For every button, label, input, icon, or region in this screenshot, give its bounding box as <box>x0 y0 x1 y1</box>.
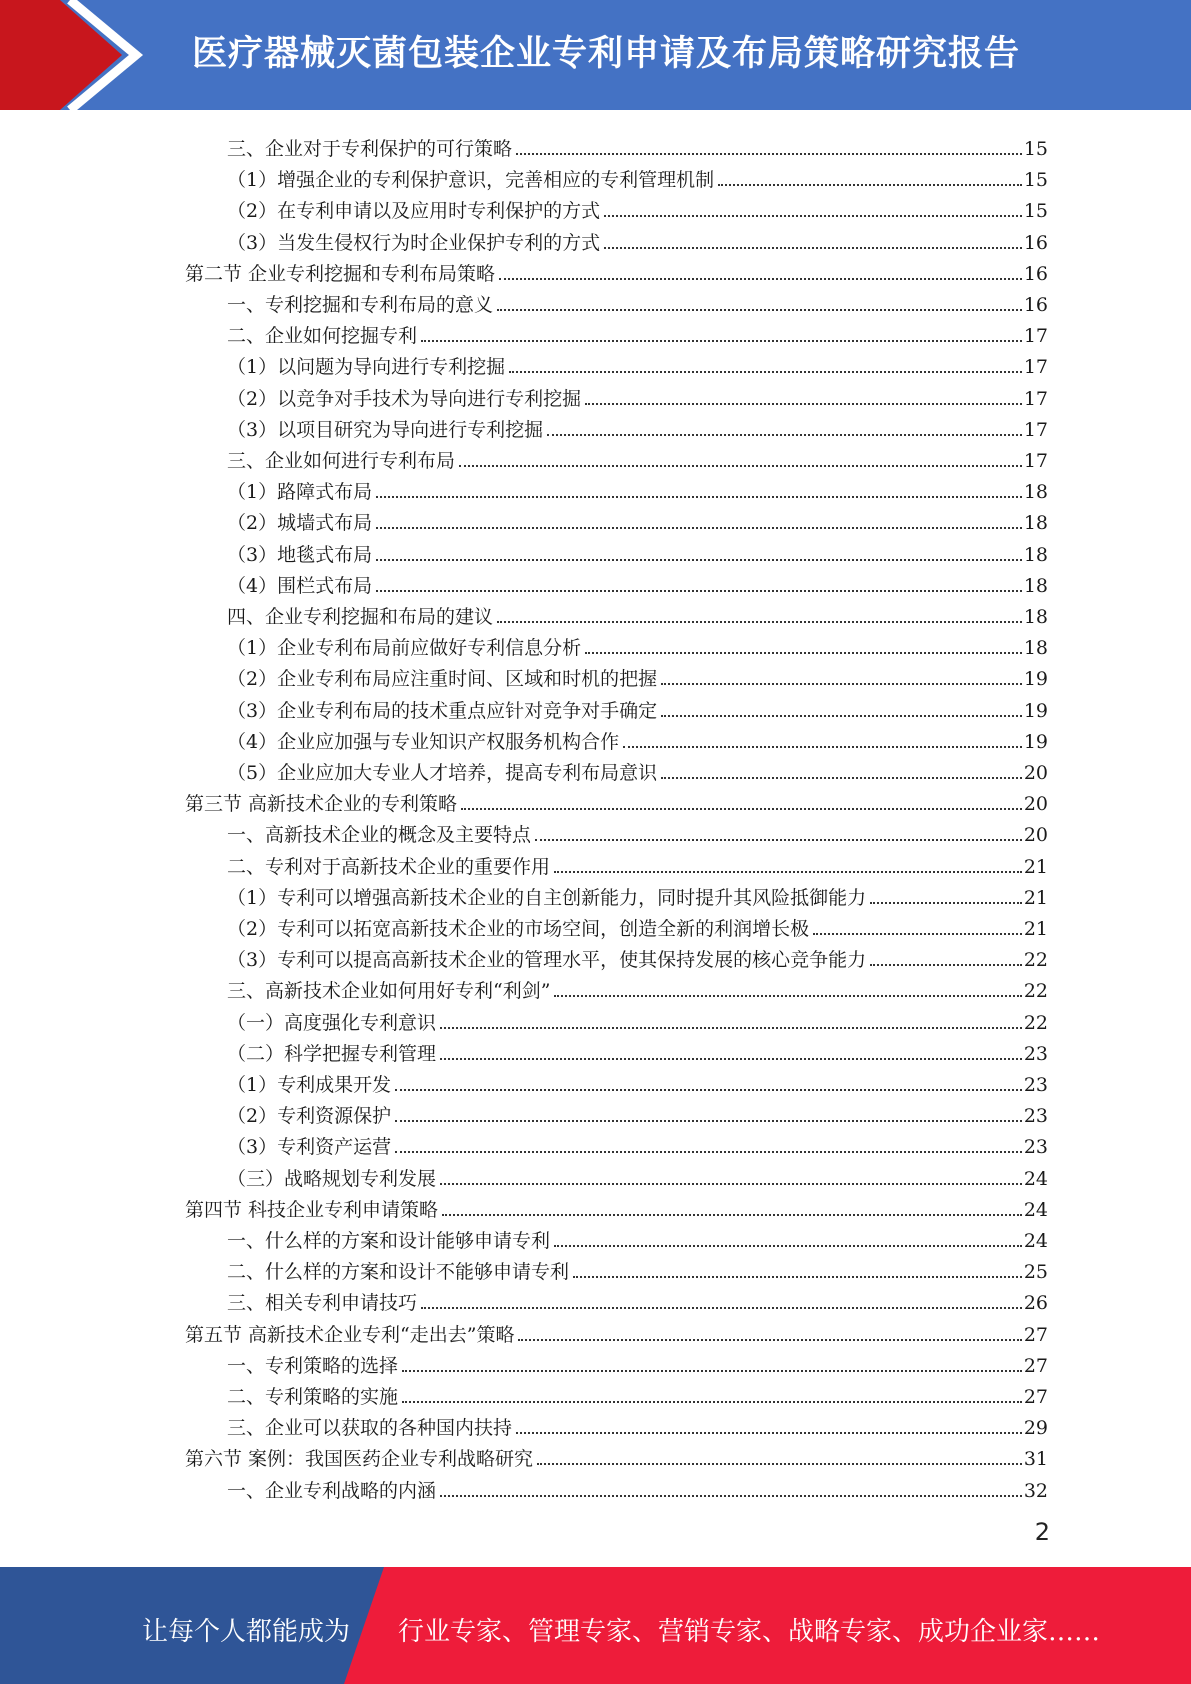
toc-dot-leader <box>518 1338 1021 1341</box>
toc-entry-page: 23 <box>1023 1105 1048 1127</box>
toc-entry-title: 二、专利对于高新技术企业的重要作用 <box>227 856 551 878</box>
page-header <box>0 0 1191 110</box>
footer-slogan-left: 让每个人都能成为 <box>142 1617 351 1647</box>
toc-entry-title: 三、相关专利申请技巧 <box>227 1292 418 1314</box>
toc-entry-page: 32 <box>1023 1480 1048 1502</box>
toc-entry[interactable] <box>227 597 1048 628</box>
toc-entry-page: 24 <box>1023 1168 1048 1190</box>
toc-entry[interactable] <box>227 659 1048 690</box>
toc-entry-page: 31 <box>1023 1448 1048 1470</box>
toc-entry[interactable] <box>185 784 1048 815</box>
toc-entry-title: （三）战略规划专利发展 <box>227 1168 437 1190</box>
toc-entry[interactable] <box>227 1252 1048 1283</box>
toc-dot-leader <box>535 838 1022 841</box>
toc-dot-leader <box>604 214 1022 217</box>
toc-entry[interactable] <box>227 878 1048 909</box>
toc-entry-page: 16 <box>1023 294 1048 316</box>
toc-entry-title: （2）城墙式布局 <box>227 512 373 534</box>
toc-entry-title: （一）高度强化专利意识 <box>227 1012 437 1034</box>
toc-entry-title: （2）专利资源保护 <box>227 1105 392 1127</box>
toc-dot-leader <box>554 1244 1022 1247</box>
toc-entry-title: （1）专利可以增强高新技术企业的自主创新能力，同时提升其风险抵御能力 <box>227 887 867 909</box>
toc-entry-title: 二、专利策略的实施 <box>227 1386 399 1408</box>
toc-entry-title: 一、专利策略的选择 <box>227 1355 399 1377</box>
toc-entry-title: 二、企业如何挖掘专利 <box>227 325 418 347</box>
toc-dot-leader <box>537 1462 1022 1465</box>
toc-entry-title: 第四节 科技企业专利申请策略 <box>185 1199 439 1221</box>
toc-entry-page: 19 <box>1023 700 1048 722</box>
toc-entry-title: （3）专利可以提高高新技术企业的管理水平，使其保持发展的核心竞争能力 <box>227 949 867 971</box>
toc-entry-title: （3）地毯式布局 <box>227 544 373 566</box>
toc-dot-leader <box>440 1026 1022 1029</box>
toc-entry-title: 第六节 案例：我国医药企业专利战略研究 <box>185 1448 534 1470</box>
toc-entry-page: 18 <box>1023 481 1048 503</box>
toc-dot-leader <box>402 1369 1022 1372</box>
toc-entry-page: 20 <box>1023 824 1048 846</box>
toc-entry-page: 21 <box>1023 918 1048 940</box>
toc-entry-title: （2）在专利申请以及应用时专利保护的方式 <box>227 200 601 222</box>
toc-entry-page: 15 <box>1023 138 1048 160</box>
toc-dot-leader <box>870 901 1022 904</box>
toc-entry-page: 18 <box>1023 575 1048 597</box>
toc-dot-leader <box>421 1306 1022 1309</box>
toc-dot-leader <box>661 714 1022 717</box>
toc-entry-title: （4）企业应加强与专业知识产权服务机构合作 <box>227 731 620 753</box>
toc-entry[interactable] <box>227 441 1048 472</box>
toc-dot-leader <box>376 558 1022 561</box>
toc-entry[interactable] <box>227 410 1048 441</box>
toc-dot-leader <box>516 1431 1022 1434</box>
toc-entry[interactable] <box>227 1471 1048 1502</box>
toc-entry-page: 23 <box>1023 1043 1048 1065</box>
header-arrow-decoration <box>0 0 150 110</box>
toc-entry-title: 一、什么样的方案和设计能够申请专利 <box>227 1230 551 1252</box>
toc-dot-leader <box>573 1275 1022 1278</box>
report-title: 医疗器械灭菌包装企业专利申请及布局策略研究报告 <box>192 34 1021 74</box>
toc-entry[interactable] <box>227 191 1048 222</box>
toc-entry[interactable] <box>185 254 1048 285</box>
toc-entry-title: 四、企业专利挖掘和布局的建议 <box>227 606 494 628</box>
toc-dot-leader <box>661 776 1022 779</box>
toc-entry-title: （3）当发生侵权行为时企业保护专利的方式 <box>227 232 601 254</box>
toc-entry[interactable] <box>185 1439 1048 1470</box>
toc-dot-leader <box>497 620 1022 623</box>
toc-entry-page: 18 <box>1023 637 1048 659</box>
toc-entry[interactable] <box>227 847 1048 878</box>
toc-entry[interactable] <box>227 1065 1048 1096</box>
toc-entry[interactable] <box>227 160 1048 191</box>
toc-entry-page: 27 <box>1023 1324 1048 1346</box>
toc-dot-leader <box>554 870 1022 873</box>
toc-dot-leader <box>376 526 1022 529</box>
toc-dot-leader <box>497 308 1022 311</box>
toc-entry-page: 17 <box>1023 356 1048 378</box>
toc-entry-title: （3）专利资产运营 <box>227 1136 392 1158</box>
toc-entry[interactable] <box>227 379 1048 410</box>
toc-entry-title: 一、高新技术企业的概念及主要特点 <box>227 824 532 846</box>
toc-entry[interactable] <box>185 1315 1048 1346</box>
toc-entry[interactable] <box>227 815 1048 846</box>
toc-entry-page: 15 <box>1023 169 1048 191</box>
toc-entry-page: 29 <box>1023 1417 1048 1439</box>
toc-entry[interactable] <box>227 909 1048 940</box>
toc-entry-title: 第二节 企业专利挖掘和专利布局策略 <box>185 263 496 285</box>
toc-dot-leader <box>623 745 1022 748</box>
toc-entry-title: 第五节 高新技术企业专利“走出去”策略 <box>185 1324 515 1346</box>
toc-dot-leader <box>718 183 1022 186</box>
toc-dot-leader <box>440 1057 1022 1060</box>
toc-entry[interactable] <box>227 753 1048 784</box>
toc-entry-page: 15 <box>1023 200 1048 222</box>
toc-entry[interactable] <box>227 722 1048 753</box>
toc-entry-title: （1）路障式布局 <box>227 481 373 503</box>
toc-dot-leader <box>499 277 1022 280</box>
toc-entry-page: 16 <box>1023 263 1048 285</box>
page-number: 2 <box>1034 1518 1050 1546</box>
toc-dot-leader <box>585 651 1022 654</box>
toc-entry-page: 24 <box>1023 1199 1048 1221</box>
toc-entry[interactable] <box>227 472 1048 503</box>
toc-entry-title: 二、什么样的方案和设计不能够申请专利 <box>227 1261 570 1283</box>
toc-entry-page: 26 <box>1023 1292 1048 1314</box>
toc-entry[interactable] <box>227 1283 1048 1314</box>
toc-entry-page: 17 <box>1023 419 1048 441</box>
toc-entry-title: 一、企业专利战略的内涵 <box>227 1480 437 1502</box>
toc-entry[interactable] <box>227 316 1048 347</box>
toc-entry[interactable] <box>227 1127 1048 1158</box>
toc-entry-title: 三、高新技术企业如何用好专利“利剑” <box>227 980 551 1002</box>
toc-dot-leader <box>661 682 1022 685</box>
toc-entry-title: 第三节 高新技术企业的专利策略 <box>185 793 458 815</box>
toc-entry[interactable] <box>227 971 1048 1002</box>
toc-dot-leader <box>376 589 1022 592</box>
toc-entry[interactable] <box>227 1096 1048 1127</box>
toc-dot-leader <box>395 1150 1022 1153</box>
toc-entry[interactable] <box>227 940 1048 971</box>
toc-entry-page: 21 <box>1023 856 1048 878</box>
toc-dot-leader <box>585 402 1022 405</box>
toc-entry-page: 21 <box>1023 887 1048 909</box>
toc-dot-leader <box>376 495 1022 498</box>
toc-entry[interactable] <box>227 503 1048 534</box>
toc-entry-page: 20 <box>1023 762 1048 784</box>
toc-entry[interactable] <box>227 628 1048 659</box>
toc-dot-leader <box>554 994 1021 997</box>
toc-dot-leader <box>421 339 1022 342</box>
toc-entry-page: 24 <box>1023 1230 1048 1252</box>
toc-entry-title: （2）以竞争对手技术为导向进行专利挖掘 <box>227 388 582 410</box>
toc-entry-page: 27 <box>1023 1355 1048 1377</box>
toc-dot-leader <box>395 1119 1022 1122</box>
toc-entry-page: 23 <box>1023 1074 1048 1096</box>
toc-entry-page: 27 <box>1023 1386 1048 1408</box>
toc-entry-title: （二）科学把握专利管理 <box>227 1043 437 1065</box>
toc-entry-title: （4）围栏式布局 <box>227 575 373 597</box>
footer-slogan-right: 行业专家、管理专家、营销专家、战略专家、成功企业家…… <box>398 1617 1101 1647</box>
toc-entry-title: 三、企业可以获取的各种国内扶持 <box>227 1417 513 1439</box>
toc-entry-title: 一、专利挖掘和专利布局的意义 <box>227 294 494 316</box>
toc-dot-leader <box>395 1088 1022 1091</box>
toc-entry-page: 19 <box>1023 731 1048 753</box>
toc-dot-leader <box>440 1494 1022 1497</box>
toc-entry-page: 16 <box>1023 232 1048 254</box>
toc-dot-leader <box>461 807 1022 810</box>
toc-dot-leader <box>402 1400 1022 1403</box>
toc-entry[interactable] <box>227 566 1048 597</box>
toc-dot-leader <box>509 370 1022 373</box>
toc-dot-leader <box>516 152 1022 155</box>
toc-entry-page: 18 <box>1023 606 1048 628</box>
toc-entry-title: 三、企业如何进行专利布局 <box>227 450 456 472</box>
toc-entry[interactable] <box>227 1034 1048 1065</box>
toc-entry-page: 17 <box>1023 450 1048 472</box>
toc-entry[interactable] <box>227 1159 1048 1190</box>
toc-entry-title: （1）企业专利布局前应做好专利信息分析 <box>227 637 582 659</box>
toc-entry-page: 18 <box>1023 512 1048 534</box>
toc-entry-page: 25 <box>1023 1261 1048 1283</box>
toc-entry[interactable] <box>227 129 1048 160</box>
toc-entry-page: 23 <box>1023 1136 1048 1158</box>
toc-entry[interactable] <box>227 1408 1048 1439</box>
page-footer <box>0 1567 1191 1684</box>
toc-entry[interactable] <box>227 1346 1048 1377</box>
toc-entry-page: 22 <box>1023 980 1048 1002</box>
toc-entry[interactable] <box>227 223 1048 254</box>
toc-dot-leader <box>442 1213 1022 1216</box>
toc-entry-title: （1）专利成果开发 <box>227 1074 392 1096</box>
toc-entry-page: 19 <box>1023 668 1048 690</box>
toc-dot-leader <box>604 246 1022 249</box>
toc-entry-page: 17 <box>1023 388 1048 410</box>
toc-entry[interactable] <box>227 1003 1048 1034</box>
toc-entry[interactable] <box>185 1190 1048 1221</box>
toc-entry-page: 20 <box>1023 793 1048 815</box>
toc-entry[interactable] <box>227 535 1048 566</box>
toc-entry-page: 22 <box>1023 949 1048 971</box>
toc-entry[interactable] <box>227 1221 1048 1252</box>
toc-entry-title: （2）专利可以拓宽高新技术企业的市场空间，创造全新的利润增长极 <box>227 918 810 940</box>
toc-entry[interactable] <box>227 691 1048 722</box>
toc-dot-leader <box>870 963 1022 966</box>
toc-entry-title: （3）以项目研究为导向进行专利挖掘 <box>227 419 544 441</box>
toc-entry-title: （5）企业应加大专业人才培养，提高专利布局意识 <box>227 762 658 784</box>
toc-entry-title: （1）增强企业的专利保护意识，完善相应的专利管理机制 <box>227 169 715 191</box>
toc-entry-page: 22 <box>1023 1012 1048 1034</box>
toc-entry-page: 17 <box>1023 325 1048 347</box>
toc-dot-leader <box>440 1182 1022 1185</box>
toc-dot-leader <box>459 464 1022 467</box>
toc-entry-title: （1）以问题为导向进行专利挖掘 <box>227 356 506 378</box>
toc-entry-title: （3）企业专利布局的技术重点应针对竞争对手确定 <box>227 700 658 722</box>
toc-entry[interactable] <box>227 347 1048 378</box>
toc-entry[interactable] <box>227 1377 1048 1408</box>
toc-dot-leader <box>547 433 1022 436</box>
toc-entry-title: （2）企业专利布局应注重时间、区域和时机的把握 <box>227 668 658 690</box>
toc-entry-page: 18 <box>1023 544 1048 566</box>
toc-dot-leader <box>813 932 1022 935</box>
toc-entry-title: 三、企业对于专利保护的可行策略 <box>227 138 513 160</box>
toc-entry[interactable] <box>227 285 1048 316</box>
